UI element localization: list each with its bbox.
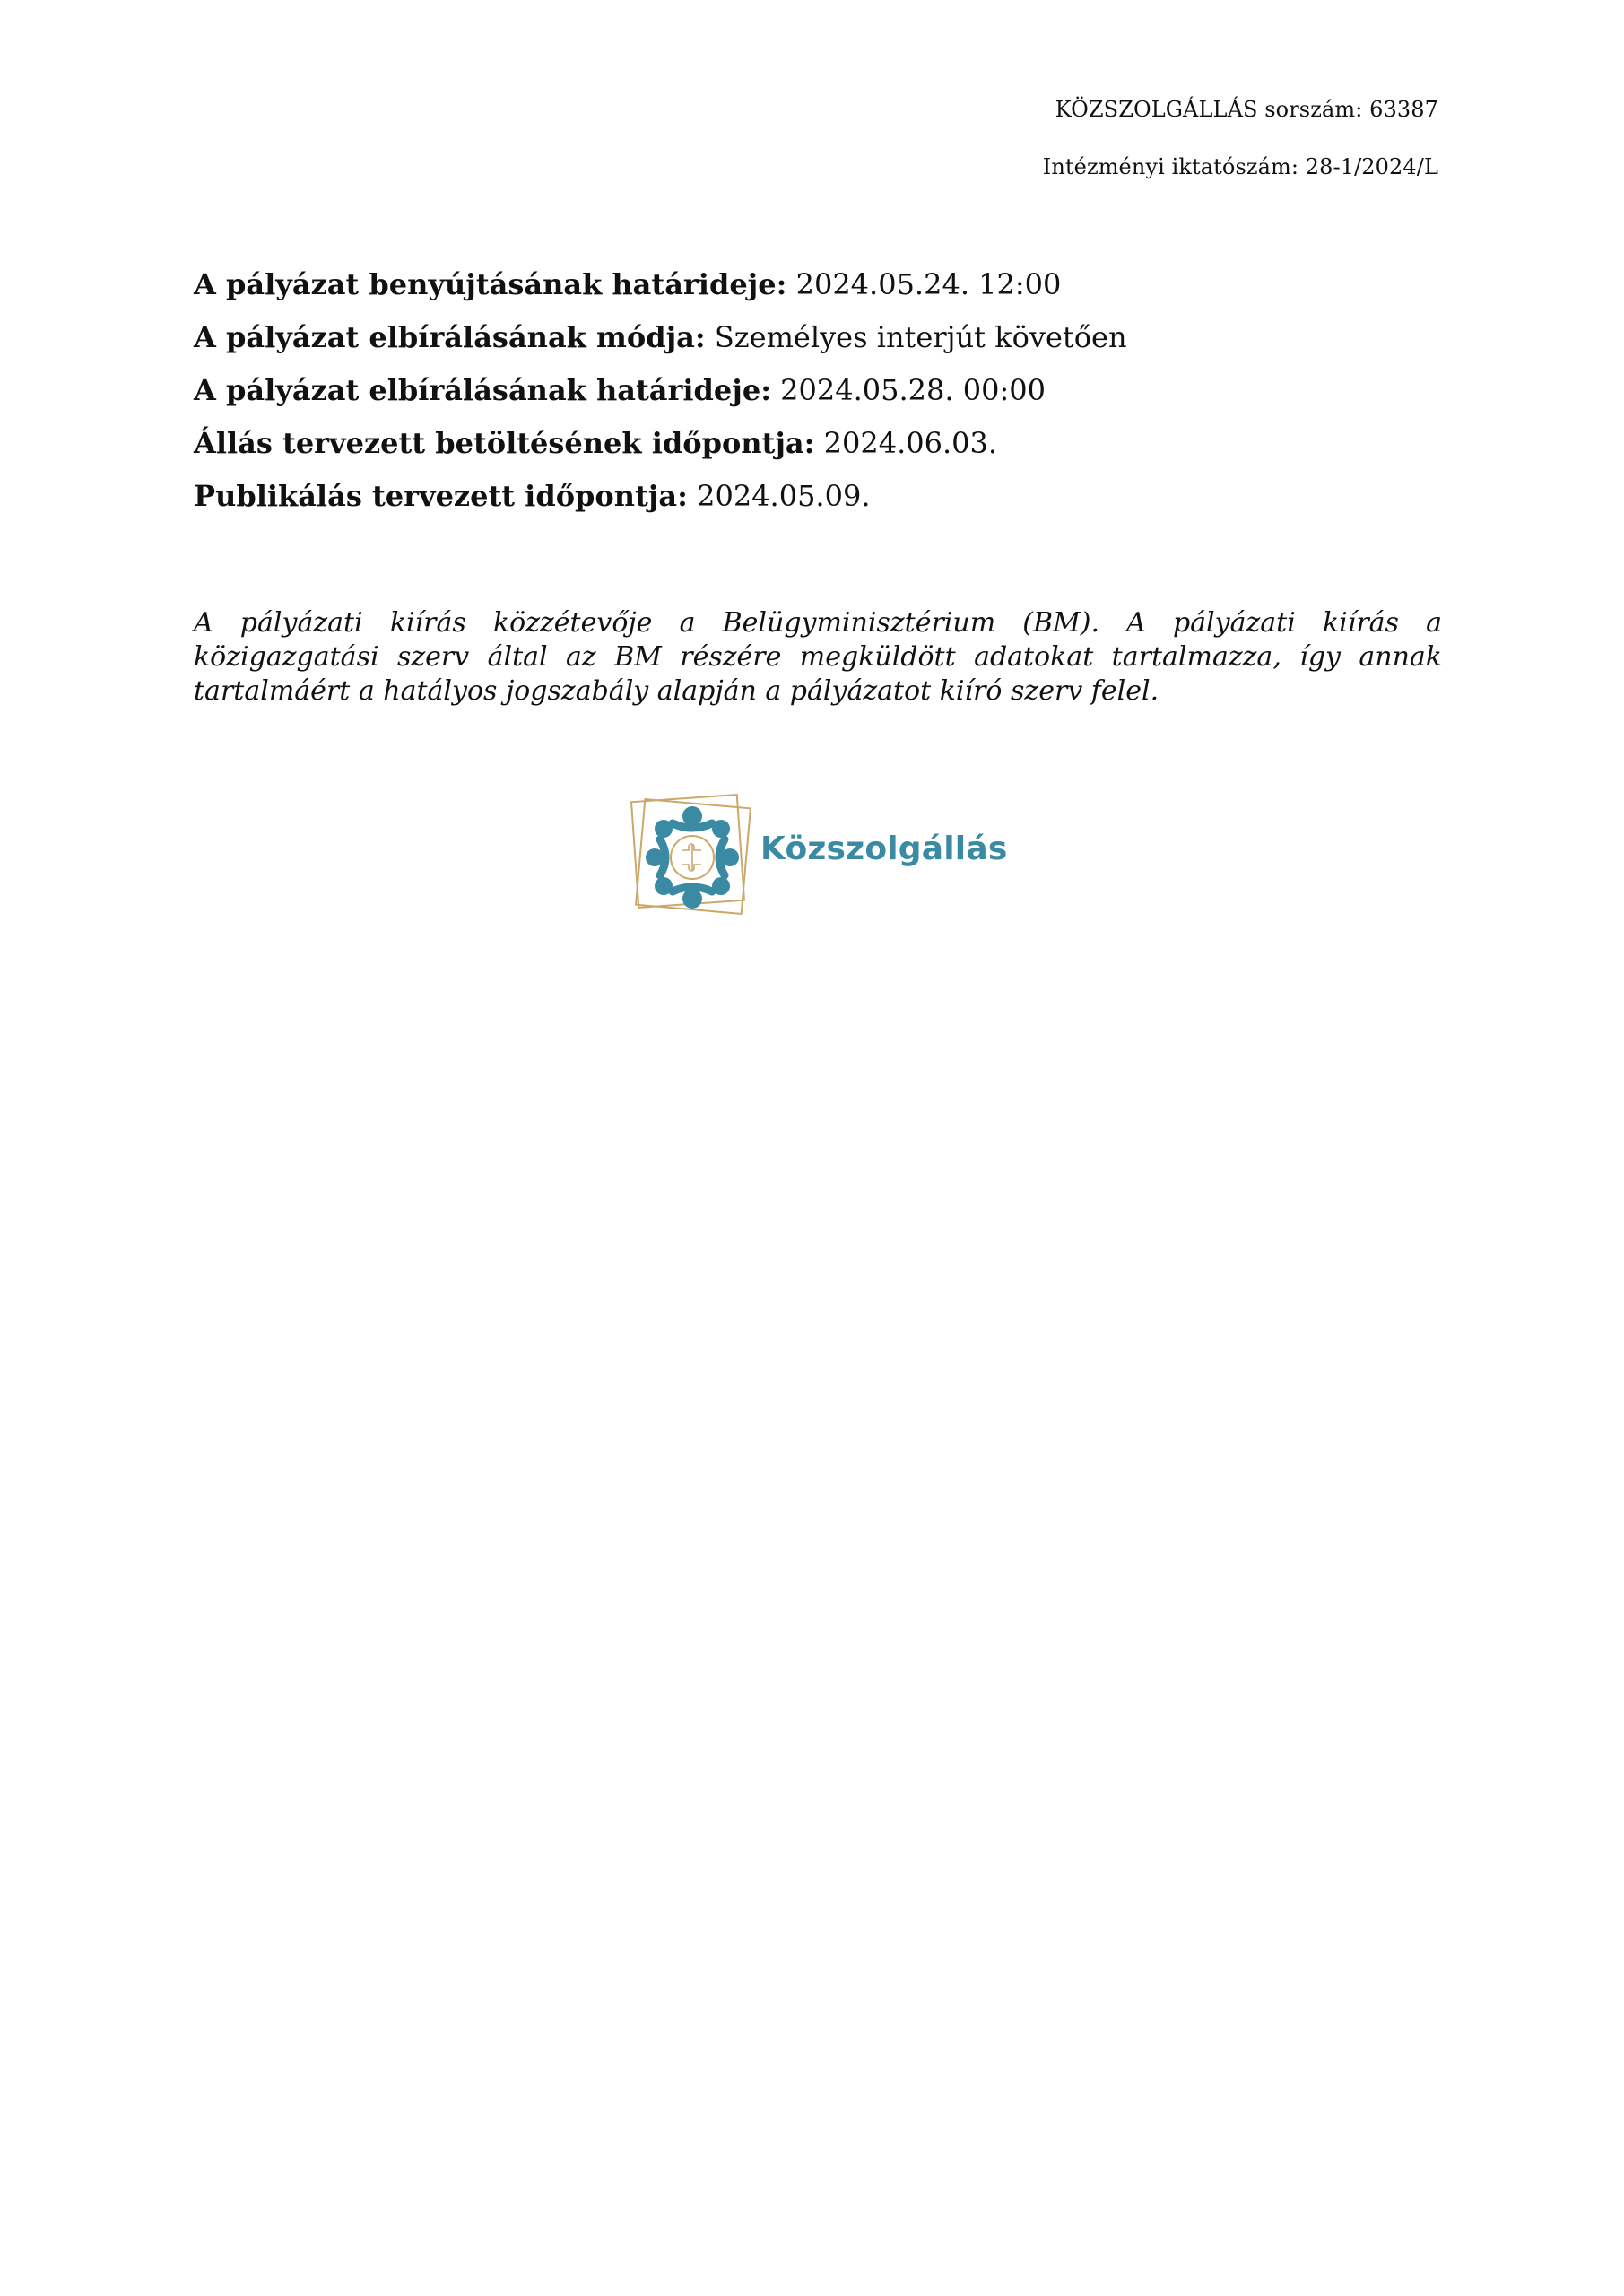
- publisher-disclaimer: A pályázati kiírás közzétevője a Belügyminisztérium (BM). A pályázati kiírás a közigazgatási szerv által az BM részére megküldött adatokat tartalmazza, így annak tartalmáért a hatályos jogszabály alapján a pályázatot kiíró szerv felel.: [194, 607, 1442, 707]
- submission-deadline-row: [194, 258, 1449, 311]
- filing-number: Intézményi iktatószám: 28-1/2024/L: [1042, 154, 1438, 179]
- planned-start-row: [194, 417, 1449, 470]
- evaluation-deadline-row: [194, 364, 1449, 417]
- publication-date-row: [194, 470, 1449, 523]
- field-label: A pályázat benyújtásának határideje:: [194, 267, 787, 301]
- field-value: 2024.05.09.: [687, 479, 871, 513]
- logo-wordmark: Közszolgállás: [760, 831, 1008, 867]
- field-label: Publikálás tervezett időpontja:: [194, 479, 688, 513]
- field-label: A pályázat elbírálásának határideje:: [194, 373, 771, 407]
- logo-emblem-icon: [628, 786, 762, 929]
- field-label: A pályázat elbírálásának módja:: [194, 320, 706, 354]
- evaluation-method-row: [194, 311, 1449, 364]
- kozszolgallas-logo: [628, 786, 1013, 929]
- serial-number: KÖZSZOLGÁLLÁS sorszám: 63387: [1055, 97, 1438, 122]
- field-value: Személyes interjút követően: [705, 320, 1127, 354]
- application-details: [194, 258, 1449, 523]
- field-value: 2024.06.03.: [814, 426, 998, 460]
- field-label: Állás tervezett betöltésének időpontja:: [194, 426, 815, 460]
- field-value: 2024.05.28. 00:00: [771, 373, 1046, 407]
- field-value: 2024.05.24. 12:00: [786, 267, 1062, 301]
